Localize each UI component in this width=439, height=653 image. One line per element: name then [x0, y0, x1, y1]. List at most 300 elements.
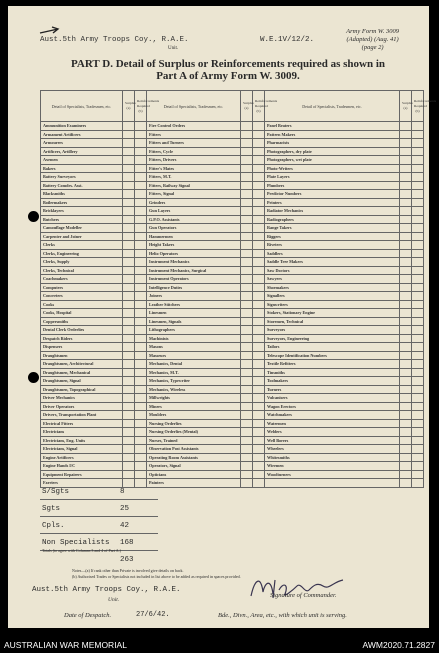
punch-hole-icon: [28, 372, 39, 383]
trade-name-cell: Gun Layers: [147, 207, 241, 216]
reinforcement-cell: [135, 164, 147, 173]
table-row: [41, 326, 424, 335]
trade-name-cell: Camouflage Modeller: [41, 224, 123, 233]
trade-name-cell: Butchers: [41, 215, 123, 224]
trade-name-cell: Fire Control Orders: [147, 122, 241, 131]
credit-left: AUSTRALIAN WAR MEMORIAL: [4, 640, 127, 650]
table-row: [41, 377, 424, 386]
trade-name-cell: Tinsmiths: [265, 368, 400, 377]
trade-name-cell: Panel Beaters: [265, 122, 400, 131]
reinf-header-3: Reinforcements Required (b): [412, 91, 424, 122]
reinforcement-cell: [412, 343, 424, 352]
surplus-cell: [400, 479, 412, 488]
reinforcement-cell: [135, 130, 147, 139]
trade-name-cell: Riggers: [265, 232, 400, 241]
reinforcement-cell: [412, 419, 424, 428]
surplus-header-1: Surplus (a): [123, 91, 135, 122]
reinforcement-cell: [253, 139, 265, 148]
reinforcement-cell: [253, 428, 265, 437]
reinforcement-cell: [412, 190, 424, 199]
reinforcement-cell: [412, 232, 424, 241]
surplus-cell: [123, 326, 135, 335]
surplus-cell: [400, 394, 412, 403]
trade-name-cell: Cooks, Hospital: [41, 309, 123, 318]
surplus-cell: [400, 309, 412, 318]
trade-name-cell: Draughtsmen, Signal: [41, 377, 123, 386]
surplus-cell: [400, 156, 412, 165]
surplus-cell: [123, 232, 135, 241]
credit-right: AWM2020.71.2827: [362, 640, 435, 650]
reinforcement-cell: [253, 156, 265, 165]
trade-name-cell: Electricians: [41, 428, 123, 437]
reinforcement-cell: [135, 453, 147, 462]
trade-name-cell: Whitesmiths: [265, 453, 400, 462]
reinforcement-cell: [253, 334, 265, 343]
surplus-cell: [241, 283, 253, 292]
surplus-cell: [400, 275, 412, 284]
reinforcement-cell: [135, 275, 147, 284]
reinforcement-cell: [412, 334, 424, 343]
reinforcement-cell: [412, 181, 424, 190]
trade-name-cell: Engine Hands I/C: [41, 462, 123, 471]
reinforcement-cell: [135, 173, 147, 182]
surplus-cell: [400, 453, 412, 462]
surplus-cell: [123, 283, 135, 292]
trade-name-cell: Fitters, Railway Signal: [147, 181, 241, 190]
surplus-cell: [123, 411, 135, 420]
reinforcement-cell: [412, 462, 424, 471]
trade-name-cell: Turners: [265, 385, 400, 394]
reinforcement-cell: [412, 147, 424, 156]
surplus-cell: [123, 419, 135, 428]
totals-line: [40, 554, 158, 567]
trade-name-cell: Watchmakers: [265, 411, 400, 420]
reinforcement-cell: [412, 317, 424, 326]
surplus-cell: [400, 173, 412, 182]
surplus-cell: [400, 360, 412, 369]
reinforcement-cell: [135, 224, 147, 233]
notes: [72, 568, 241, 580]
surplus-cell: [241, 394, 253, 403]
surplus-cell: [400, 402, 412, 411]
surplus-cell: [241, 300, 253, 309]
trade-name-cell: Electricians, Eng. Units: [41, 436, 123, 445]
trade-name-cell: Wiremen: [265, 462, 400, 471]
surplus-cell: [241, 334, 253, 343]
trade-name-cell: Joiners: [147, 292, 241, 301]
reinforcement-cell: [135, 292, 147, 301]
trade-name-cell: Fitters: [147, 130, 241, 139]
surplus-cell: [123, 190, 135, 199]
trade-name-cell: Pharmacists: [265, 139, 400, 148]
summary-line: [40, 503, 158, 517]
table-row: [41, 411, 424, 420]
trade-name-cell: Mechanics, M.T.: [147, 368, 241, 377]
trade-name-cell: Miners: [147, 402, 241, 411]
trade-name-cell: Predictor Numbers: [265, 190, 400, 199]
reinforcement-cell: [135, 139, 147, 148]
table-row: [41, 164, 424, 173]
surplus-cell: [123, 385, 135, 394]
trade-name-cell: Concreters: [41, 292, 123, 301]
surplus-cell: [400, 292, 412, 301]
table-row: [41, 402, 424, 411]
reinforcement-cell: [135, 402, 147, 411]
reinforcement-cell: [412, 479, 424, 488]
reinforcement-cell: [253, 241, 265, 250]
trade-name-cell: Carpenter and Joiner: [41, 232, 123, 241]
trade-name-cell: Photographers, dry plate: [265, 147, 400, 156]
trade-name-cell: Lithographers: [147, 326, 241, 335]
surplus-cell: [241, 309, 253, 318]
surplus-cell: [123, 181, 135, 190]
reinforcement-cell: [412, 453, 424, 462]
trade-name-cell: Draughtsmen, Architectural: [41, 360, 123, 369]
surplus-cell: [241, 181, 253, 190]
surplus-cell: [241, 275, 253, 284]
reinforcement-cell: [253, 190, 265, 199]
trade-name-cell: Dental Clerk Orderlies: [41, 326, 123, 335]
trade-name-cell: Instrument Mechanics, Surgical: [147, 266, 241, 275]
reinforcement-cell: [135, 198, 147, 207]
summary-value: 168: [120, 539, 134, 547]
reinforcement-cell: [253, 300, 265, 309]
table-row: [41, 462, 424, 471]
surplus-cell: [400, 164, 412, 173]
reinforcement-cell: [135, 428, 147, 437]
trade-name-cell: Fitters, Cycle: [147, 147, 241, 156]
summary-line: [40, 520, 158, 534]
trade-name-cell: Artificers, Artillery: [41, 147, 123, 156]
table-row: [41, 224, 424, 233]
trade-name-cell: Wagon Erectors: [265, 402, 400, 411]
trade-name-cell: Electricians, Signal: [41, 445, 123, 454]
reinforcement-cell: [253, 326, 265, 335]
surplus-cell: [241, 445, 253, 454]
reinforcement-cell: [253, 275, 265, 284]
table-row: [41, 360, 424, 369]
surplus-cell: [241, 241, 253, 250]
reinforcement-cell: [412, 292, 424, 301]
reinforcement-cell: [135, 436, 147, 445]
table-row: [41, 147, 424, 156]
reinforcement-cell: [412, 377, 424, 386]
surplus-cell: [400, 334, 412, 343]
trade-name-cell: Fitter's Mates: [147, 164, 241, 173]
surplus-cell: [400, 207, 412, 216]
trade-name-cell: Battery Comdrs. Asst.: [41, 181, 123, 190]
surplus-cell: [400, 130, 412, 139]
trade-name-cell: Welders: [265, 428, 400, 437]
punch-hole-icon: [28, 211, 39, 222]
trade-name-cell: Electrical Fitters: [41, 419, 123, 428]
surplus-cell: [241, 164, 253, 173]
trade-name-cell: Fitters, M.T.: [147, 173, 241, 182]
trade-name-cell: Moulders: [147, 411, 241, 420]
trade-name-cell: Linesmen: [147, 309, 241, 318]
reinforcement-cell: [412, 402, 424, 411]
note-b: (b) Authorised Trades or Specialists not included in list above to be added as required in spaces provided.: [72, 574, 241, 579]
surplus-cell: [241, 453, 253, 462]
table-row: [41, 428, 424, 437]
table-row: [41, 198, 424, 207]
trade-name-cell: Clerks: [41, 241, 123, 250]
reinforcement-cell: [253, 283, 265, 292]
trade-name-cell: Instrument Operators: [147, 275, 241, 284]
reinforcement-cell: [412, 351, 424, 360]
table-row: [41, 156, 424, 165]
reinforcement-cell: [253, 343, 265, 352]
table-row: [41, 385, 424, 394]
surplus-cell: [123, 377, 135, 386]
col-header-2: Detail of Specialists, Tradesmen, etc.: [147, 91, 241, 122]
table-row: [41, 241, 424, 250]
trade-name-cell: Coppersmiths: [41, 317, 123, 326]
surplus-cell: [241, 224, 253, 233]
trade-name-cell: Grinders: [147, 198, 241, 207]
reinf-header-2: Reinforcements Required (b): [253, 91, 265, 122]
reinforcement-cell: [253, 470, 265, 479]
trade-name-cell: Cooks: [41, 300, 123, 309]
trade-name-cell: Draughtsmen, Topographical: [41, 385, 123, 394]
reinforcement-cell: [412, 470, 424, 479]
surplus-cell: [241, 207, 253, 216]
surplus-cell: [400, 249, 412, 258]
surplus-cell: [241, 190, 253, 199]
surplus-cell: [400, 317, 412, 326]
reinforcement-cell: [253, 173, 265, 182]
surplus-cell: [123, 453, 135, 462]
trade-name-cell: Well Borers: [265, 436, 400, 445]
col-header-3: Detail of Specialists, Tradesmen, etc.: [265, 91, 400, 122]
table-row: [41, 190, 424, 199]
surplus-cell: [123, 224, 135, 233]
trade-name-cell: Surveyors: [265, 326, 400, 335]
surplus-cell: [241, 462, 253, 471]
surplus-cell: [400, 258, 412, 267]
surplus-cell: [241, 479, 253, 488]
reinforcement-cell: [412, 241, 424, 250]
trade-name-cell: Operators, Signal: [147, 462, 241, 471]
part-title-line-2: Part A of Army Form W. 3009.: [156, 70, 300, 82]
surplus-cell: [241, 232, 253, 241]
reinforcement-cell: [135, 470, 147, 479]
reinforcement-cell: [253, 377, 265, 386]
surplus-cell: [400, 283, 412, 292]
trade-name-cell: Masons: [147, 343, 241, 352]
surplus-cell: [123, 130, 135, 139]
part-title-line-1: PART D. Detail of Surplus or Reinforcements required as shown in: [70, 58, 386, 70]
trade-name-cell: Plate Layers: [265, 173, 400, 182]
table-row: [41, 368, 424, 377]
surplus-cell: [123, 249, 135, 258]
reinforcement-cell: [135, 309, 147, 318]
trade-name-cell: Drivers, Transportation Plant: [41, 411, 123, 420]
surplus-cell: [123, 317, 135, 326]
trade-name-cell: Fitters, Signal: [147, 190, 241, 199]
trade-name-cell: Masseurs: [147, 351, 241, 360]
reinforcement-cell: [135, 411, 147, 420]
reinforcement-cell: [253, 462, 265, 471]
surplus-cell: [241, 351, 253, 360]
reinforcement-cell: [135, 351, 147, 360]
surplus-cell: [241, 343, 253, 352]
reinforcement-cell: [253, 292, 265, 301]
trade-name-cell: Mechanics, Wireless: [147, 385, 241, 394]
summary-label: Cpls.: [42, 522, 65, 530]
reinforcement-cell: [253, 266, 265, 275]
surplus-cell: [123, 309, 135, 318]
reinforcement-cell: [135, 300, 147, 309]
trade-name-cell: Clerks, Supply: [41, 258, 123, 267]
summary-value: 8: [120, 488, 125, 496]
trade-name-cell: Driver Operators: [41, 402, 123, 411]
trade-name-cell: Millwrights: [147, 394, 241, 403]
surplus-cell: [123, 402, 135, 411]
trade-name-cell: Nursing Orderlies (Mental): [147, 428, 241, 437]
reinforcement-cell: [135, 249, 147, 258]
reinforcement-cell: [412, 164, 424, 173]
reinf-header-1: Reinforcements Required (b): [135, 91, 147, 122]
reinforcement-cell: [253, 309, 265, 318]
surplus-cell: [123, 300, 135, 309]
surplus-cell: [400, 232, 412, 241]
reinforcement-cell: [135, 419, 147, 428]
form-line-1: Army Form W. 3009: [346, 28, 399, 35]
trade-name-cell: Dispensers: [41, 343, 123, 352]
trade-name-cell: Saddle Tree Makers: [265, 258, 400, 267]
surplus-cell: [123, 258, 135, 267]
reinforcement-cell: [412, 368, 424, 377]
surplus-cell: [400, 241, 412, 250]
reinforcement-cell: [253, 147, 265, 156]
surplus-cell: [123, 436, 135, 445]
trade-name-cell: Signallers: [265, 292, 400, 301]
surplus-cell: [241, 377, 253, 386]
reinforcement-cell: [412, 300, 424, 309]
arrow-mark-icon: [38, 26, 62, 36]
reinforcement-cell: [135, 385, 147, 394]
surplus-cell: [400, 462, 412, 471]
surplus-cell: [241, 385, 253, 394]
surplus-cell: [400, 198, 412, 207]
trade-name-cell: Wheelers: [265, 445, 400, 454]
reinforcement-cell: [135, 377, 147, 386]
trade-name-cell: Telescope Identification Numbers: [265, 351, 400, 360]
table-row: [41, 436, 424, 445]
footer-unit-label: Unit.: [108, 597, 120, 603]
reinforcement-cell: [135, 368, 147, 377]
trade-name-cell: Opticians: [147, 470, 241, 479]
trade-name-cell: Engine Artificers: [41, 453, 123, 462]
trade-name-cell: Bricklayers: [41, 207, 123, 216]
reinforcement-cell: [253, 419, 265, 428]
reinforcement-cell: [253, 164, 265, 173]
trade-name-cell: Draughtsmen: [41, 351, 123, 360]
trade-name-cell: Stokers, Stationary Engine: [265, 309, 400, 318]
surplus-cell: [241, 215, 253, 224]
reinforcement-cell: [412, 275, 424, 284]
summary-label: Sgts: [42, 505, 61, 513]
surplus-cell: [400, 351, 412, 360]
reinforcement-cell: [135, 283, 147, 292]
surplus-cell: [400, 436, 412, 445]
reinforcement-cell: [412, 139, 424, 148]
surplus-cell: [241, 402, 253, 411]
reinforcement-cell: [135, 360, 147, 369]
table-row: [41, 266, 424, 275]
footer-unit: Aust.5th Army Troops Coy., R.A.E.: [32, 586, 181, 594]
form-page: [8, 6, 437, 628]
reinforcement-cell: [253, 411, 265, 420]
trade-name-cell: Armament Artificers: [41, 130, 123, 139]
date-value: 27/6/42.: [136, 611, 170, 619]
surplus-cell: [400, 224, 412, 233]
form-line-2: (Adapted) (Aug. 41): [346, 36, 399, 43]
reinforcement-cell: [253, 453, 265, 462]
trade-name-cell: Gun Operators: [147, 224, 241, 233]
note-a: Notes—(a) If rank other than Private is involved give details on back.: [72, 568, 184, 573]
reinforcement-cell: [135, 232, 147, 241]
trade-name-cell: Intelligence Duties: [147, 283, 241, 292]
trade-name-cell: Watermen: [265, 419, 400, 428]
trade-name-cell: Pattern Makers: [265, 130, 400, 139]
trade-name-cell: Draughtsmen, Mechanical: [41, 368, 123, 377]
trade-name-cell: Nurses, Trained: [147, 436, 241, 445]
reinforcement-cell: [412, 326, 424, 335]
reinforcement-cell: [412, 207, 424, 216]
surplus-cell: [123, 198, 135, 207]
surplus-header-2: Surplus (a): [241, 91, 253, 122]
reinforcement-cell: [135, 122, 147, 131]
trade-name-cell: Radiator Mechanics: [265, 207, 400, 216]
reinforcement-cell: [253, 436, 265, 445]
reinforcement-cell: [135, 215, 147, 224]
reinforcement-cell: [253, 130, 265, 139]
surplus-cell: [123, 275, 135, 284]
reinforcement-cell: [253, 181, 265, 190]
reinforcement-cell: [253, 317, 265, 326]
trade-name-cell: Helio Operators: [147, 249, 241, 258]
trade-name-cell: Textile Refitters: [265, 360, 400, 369]
trade-name-cell: Clerks, Engineering: [41, 249, 123, 258]
table-row: [41, 181, 424, 190]
reinforcement-cell: [135, 156, 147, 165]
trade-name-cell: Height Takers: [147, 241, 241, 250]
surplus-cell: [241, 258, 253, 267]
table-row: [41, 249, 424, 258]
table-row: [41, 258, 424, 267]
surplus-cell: [241, 317, 253, 326]
specialists-table: [40, 90, 437, 488]
trade-name-cell: Photo-Writers: [265, 164, 400, 173]
reinforcement-cell: [412, 445, 424, 454]
table-row: [41, 419, 424, 428]
trade-name-cell: G.P.O. Assistants: [147, 215, 241, 224]
reinforcement-cell: [412, 130, 424, 139]
surplus-cell: [400, 368, 412, 377]
trade-name-cell: Armourers: [41, 139, 123, 148]
surplus-cell: [400, 215, 412, 224]
trade-name-cell: Fitters, Drivers: [147, 156, 241, 165]
trade-name-cell: Saw Doctors: [265, 266, 400, 275]
surplus-cell: [241, 266, 253, 275]
table-row: [41, 300, 424, 309]
reinforcement-cell: [253, 351, 265, 360]
table-row: [41, 130, 424, 139]
credit-strip: [0, 636, 439, 653]
reinforcement-cell: [412, 173, 424, 182]
